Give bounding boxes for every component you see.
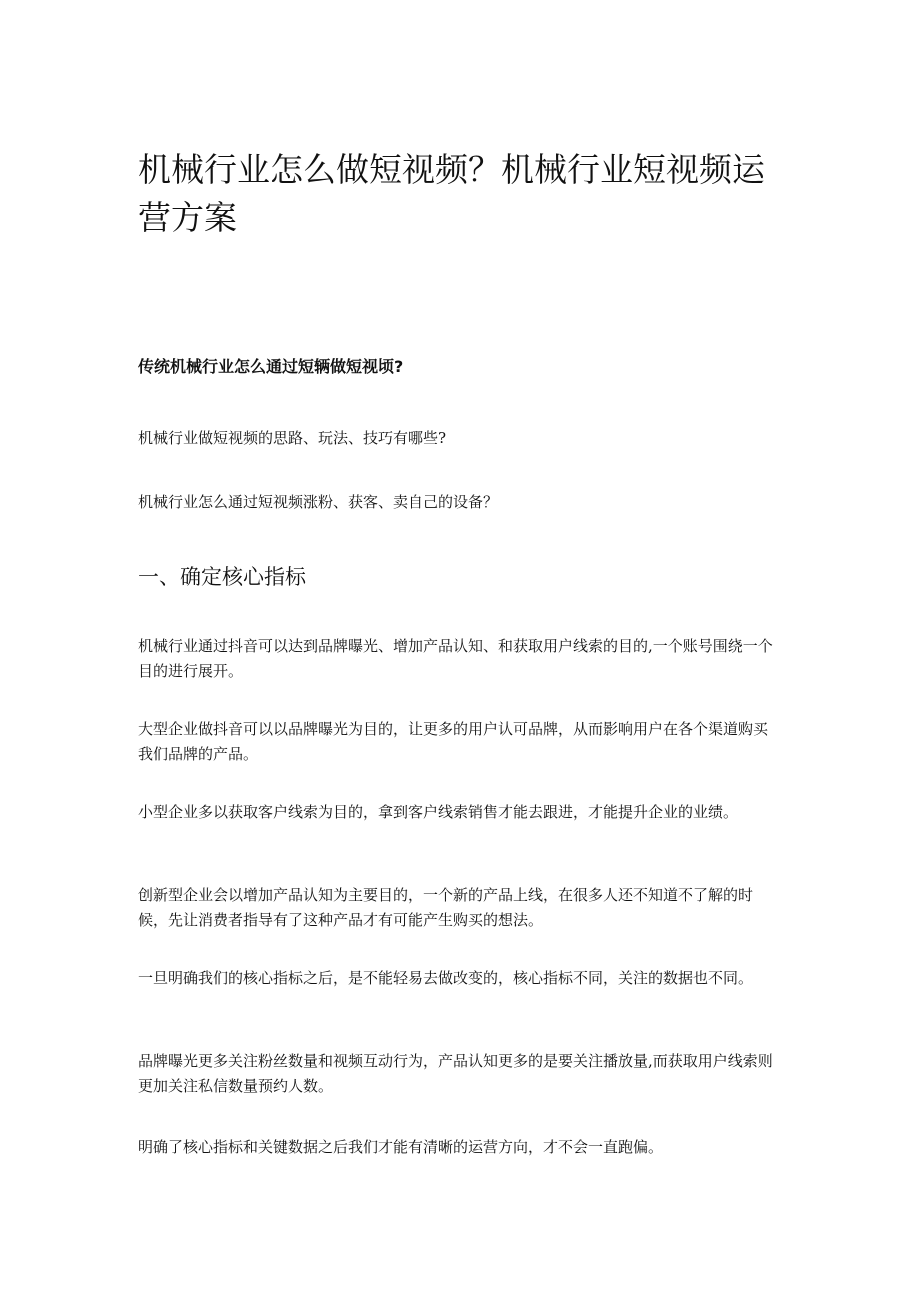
paragraph: 大型企业做抖音可以以品牌曝光为目的，让更多的用户认可品牌，从而影响用户在各个渠道购买我们品牌的产品。 bbox=[138, 720, 769, 763]
subheading: 传统机械行业怎么通过短辆做短视顷? bbox=[138, 357, 404, 376]
section-heading: 一、确定核心指标 bbox=[138, 565, 306, 589]
document-title: 机械行业怎么做短视频？机械行业短视频运营方案 bbox=[138, 150, 765, 237]
question-line: 机械行业做短视频的思路、玩法、技巧有哪些? bbox=[138, 429, 447, 447]
paragraph: 创新型企业会以增加产品认知为主要目的，一个新的产品上线，在很多人还不知道不了解的时候，先让消费者指导有了这种产品才有可能产生购买的想法。 bbox=[138, 886, 754, 929]
question-line: 机械行业怎么通过短视频涨粉、获客、卖自己的设备？ bbox=[138, 493, 499, 511]
paragraph: 一旦明确我们的核心指标之后，是不能轻易去做改变的，核心指标不同，关注的数据也不同。 bbox=[138, 969, 754, 987]
paragraph: 明确了核心指标和关键数据之后我们才能有清晰的运营方向，才不会一直跑偏。 bbox=[138, 1138, 664, 1156]
paragraph: 小型企业多以获取客户线索为目的，拿到客户线索销售才能去跟进，才能提升企业的业绩。 bbox=[138, 803, 739, 821]
paragraph: 品牌曝光更多关注粉丝数量和视频互动行为，产品认知更多的是要关注播放量,而获取用户线索则更加关注私信数量预约人数。 bbox=[138, 1052, 773, 1095]
paragraph: 机械行业通过抖音可以达到品牌曝光、增加产品认知、和获取用户线索的目的,一个账号围绕一个目的进行展开。 bbox=[138, 637, 773, 680]
